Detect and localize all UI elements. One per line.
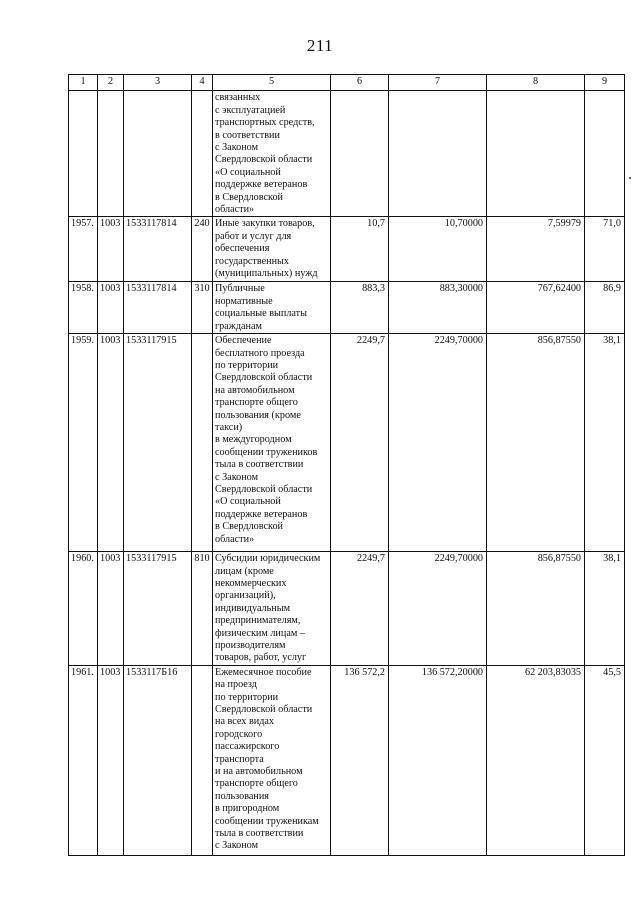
description-line: транспорте общего — [215, 397, 298, 409]
description-line: пользования — [215, 790, 269, 802]
row-number-cell: 1959. — [69, 334, 98, 552]
description-line: области» — [215, 533, 255, 545]
description-line: «О социальной — [215, 496, 281, 508]
table-row — [69, 91, 625, 217]
expense-type-cell: 240 — [192, 217, 213, 282]
expense-type-cell — [192, 91, 213, 217]
description-line: транспортных средств, — [215, 117, 315, 129]
description-line: «О социальной — [215, 166, 281, 178]
row-number-cell: 1960. — [69, 552, 98, 666]
section-code-cell: 1003 — [98, 334, 124, 552]
column-header: 2 — [98, 75, 124, 91]
description-line: Ежемесячное пособие — [215, 666, 312, 678]
percent-cell — [585, 91, 625, 217]
description-line: тыла в соответствии — [215, 459, 304, 471]
table-row — [69, 282, 625, 334]
description-line: предпринимателям, — [215, 615, 301, 627]
description-line: Субсидии юридическим — [215, 553, 321, 565]
description-line: Свердловской области — [215, 703, 313, 715]
planned-amount-cell: 2249,7 — [331, 334, 389, 552]
table-row — [69, 552, 625, 666]
approved-amount-cell: 2249,70000 — [389, 334, 487, 552]
description-line: (муниципальных) нужд — [215, 268, 318, 280]
approved-amount-cell: 10,70000 — [389, 217, 487, 282]
table-row — [69, 665, 625, 855]
approved-amount-cell: 136 572,20000 — [389, 665, 487, 855]
description-line: производителям — [215, 639, 286, 651]
table-row — [69, 217, 625, 282]
section-code-cell: 1003 — [98, 282, 124, 334]
planned-amount-cell — [331, 91, 389, 217]
description-line: на проезд — [215, 679, 257, 691]
row-number-cell: 1957. — [69, 217, 98, 282]
row-number-cell: 1958. — [69, 282, 98, 334]
target-article-cell: 1533117Б16 — [124, 665, 192, 855]
description-line: нормативные — [215, 295, 273, 307]
approved-amount-cell — [389, 91, 487, 217]
executed-amount-cell: 7,59979 — [487, 217, 585, 282]
description-cell — [213, 552, 331, 666]
description-line: некоммерческих — [215, 577, 287, 589]
description-line: Обеспечение — [215, 335, 272, 347]
description-line: сообщении тружеников — [215, 446, 318, 458]
description-line: Иные закупки товаров, — [215, 218, 315, 230]
description-line: социальные выплаты — [215, 308, 307, 320]
target-article-cell — [124, 91, 192, 217]
description-line: Свердловской области — [215, 154, 313, 166]
description-line: поддержке ветеранов — [215, 508, 308, 520]
description-line: пассажирского — [215, 741, 280, 753]
description-line: организаций), — [215, 590, 276, 602]
description-line: сообщении труженикам — [215, 815, 319, 827]
approved-amount-cell: 2249,70000 — [389, 552, 487, 666]
description-line: транспорте общего — [215, 778, 298, 790]
description-line: по территории — [215, 359, 279, 371]
table-row — [69, 334, 625, 552]
description-line: на всех видах — [215, 716, 275, 728]
description-line: гражданам — [215, 320, 262, 332]
page-number: 211 — [306, 36, 334, 55]
description-line: государственных — [215, 255, 289, 267]
description-line: бесплатного проезда — [215, 347, 305, 359]
description-line: в Свердловской — [215, 191, 283, 203]
approved-amount-cell: 883,30000 — [389, 282, 487, 334]
row-number-cell — [69, 91, 98, 217]
planned-amount-cell: 883,3 — [331, 282, 389, 334]
section-code-cell: 1003 — [98, 217, 124, 282]
section-code-cell: 1003 — [98, 552, 124, 666]
target-article-cell: 1533117814 — [124, 282, 192, 334]
description-line: на автомобильном — [215, 384, 295, 396]
description-line: физическим лицам – — [215, 627, 305, 639]
description-line: области» — [215, 204, 255, 216]
column-header: 6 — [331, 75, 389, 91]
column-header: 5 — [213, 75, 331, 91]
description-line: работ и услуг для — [215, 230, 292, 242]
description-line: Свердловской области — [215, 483, 313, 495]
description-line: такси) — [215, 421, 243, 433]
scan-speck — [629, 177, 631, 179]
description-cell — [213, 91, 331, 217]
description-line: в пригородном — [215, 803, 280, 815]
description-line: с эксплуатацией — [215, 104, 286, 116]
column-header: 8 — [487, 75, 585, 91]
description-cell — [213, 217, 331, 282]
row-number-cell: 1961. — [69, 665, 98, 855]
section-code-cell: 1003 — [98, 665, 124, 855]
budget-table — [68, 74, 625, 856]
column-header: 3 — [124, 75, 192, 91]
expense-type-cell — [192, 665, 213, 855]
description-line: транспорта — [215, 753, 264, 765]
description-line: поддержке ветеранов — [215, 179, 308, 191]
executed-amount-cell — [487, 91, 585, 217]
percent-cell: 38,1 — [585, 552, 625, 666]
description-line: в междугородном — [215, 434, 292, 446]
description-line: городского — [215, 728, 263, 740]
expense-type-cell: 310 — [192, 282, 213, 334]
executed-amount-cell: 856,87550 — [487, 334, 585, 552]
expense-type-cell — [192, 334, 213, 552]
description-cell — [213, 282, 331, 334]
description-line: с Законом — [215, 840, 259, 852]
description-line: и на автомобильном — [215, 766, 303, 777]
executed-amount-cell: 62 203,83035 — [487, 665, 585, 855]
description-line: с Законом — [215, 142, 259, 154]
description-line: пользования (кроме — [215, 409, 301, 421]
percent-cell: 71,0 — [585, 217, 625, 282]
planned-amount-cell: 10,7 — [331, 217, 389, 282]
column-header: 9 — [585, 75, 625, 91]
description-line: индивидуальным — [215, 602, 291, 614]
description-line: лицам (кроме — [215, 565, 274, 577]
description-line: в соответствии — [215, 129, 280, 141]
planned-amount-cell: 136 572,2 — [331, 665, 389, 855]
description-line: по территории — [215, 691, 279, 703]
description-line: в Свердловской — [215, 521, 283, 533]
description-line: тыла в соответствии — [215, 828, 304, 840]
percent-cell: 38,1 — [585, 334, 625, 552]
target-article-cell: 1533117915 — [124, 552, 192, 666]
planned-amount-cell: 2249,7 — [331, 552, 389, 666]
column-header: 4 — [192, 75, 213, 91]
executed-amount-cell: 856,87550 — [487, 552, 585, 666]
column-header: 1 — [69, 75, 98, 91]
table-header-row — [69, 75, 625, 91]
percent-cell: 45,5 — [585, 665, 625, 855]
section-code-cell — [98, 91, 124, 217]
description-line: с Законом — [215, 471, 259, 483]
target-article-cell: 1533117915 — [124, 334, 192, 552]
target-article-cell: 1533117814 — [124, 217, 192, 282]
expense-type-cell: 810 — [192, 552, 213, 666]
description-line: Свердловской области — [215, 372, 313, 384]
description-line: связанных — [215, 92, 261, 104]
description-line: обеспечения — [215, 243, 270, 255]
description-line: товаров, работ, услуг — [215, 652, 307, 664]
executed-amount-cell: 767,62400 — [487, 282, 585, 334]
description-line: Публичные — [215, 283, 265, 295]
column-header: 7 — [389, 75, 487, 91]
description-cell — [213, 665, 331, 855]
description-cell — [213, 334, 331, 552]
percent-cell: 86,9 — [585, 282, 625, 334]
